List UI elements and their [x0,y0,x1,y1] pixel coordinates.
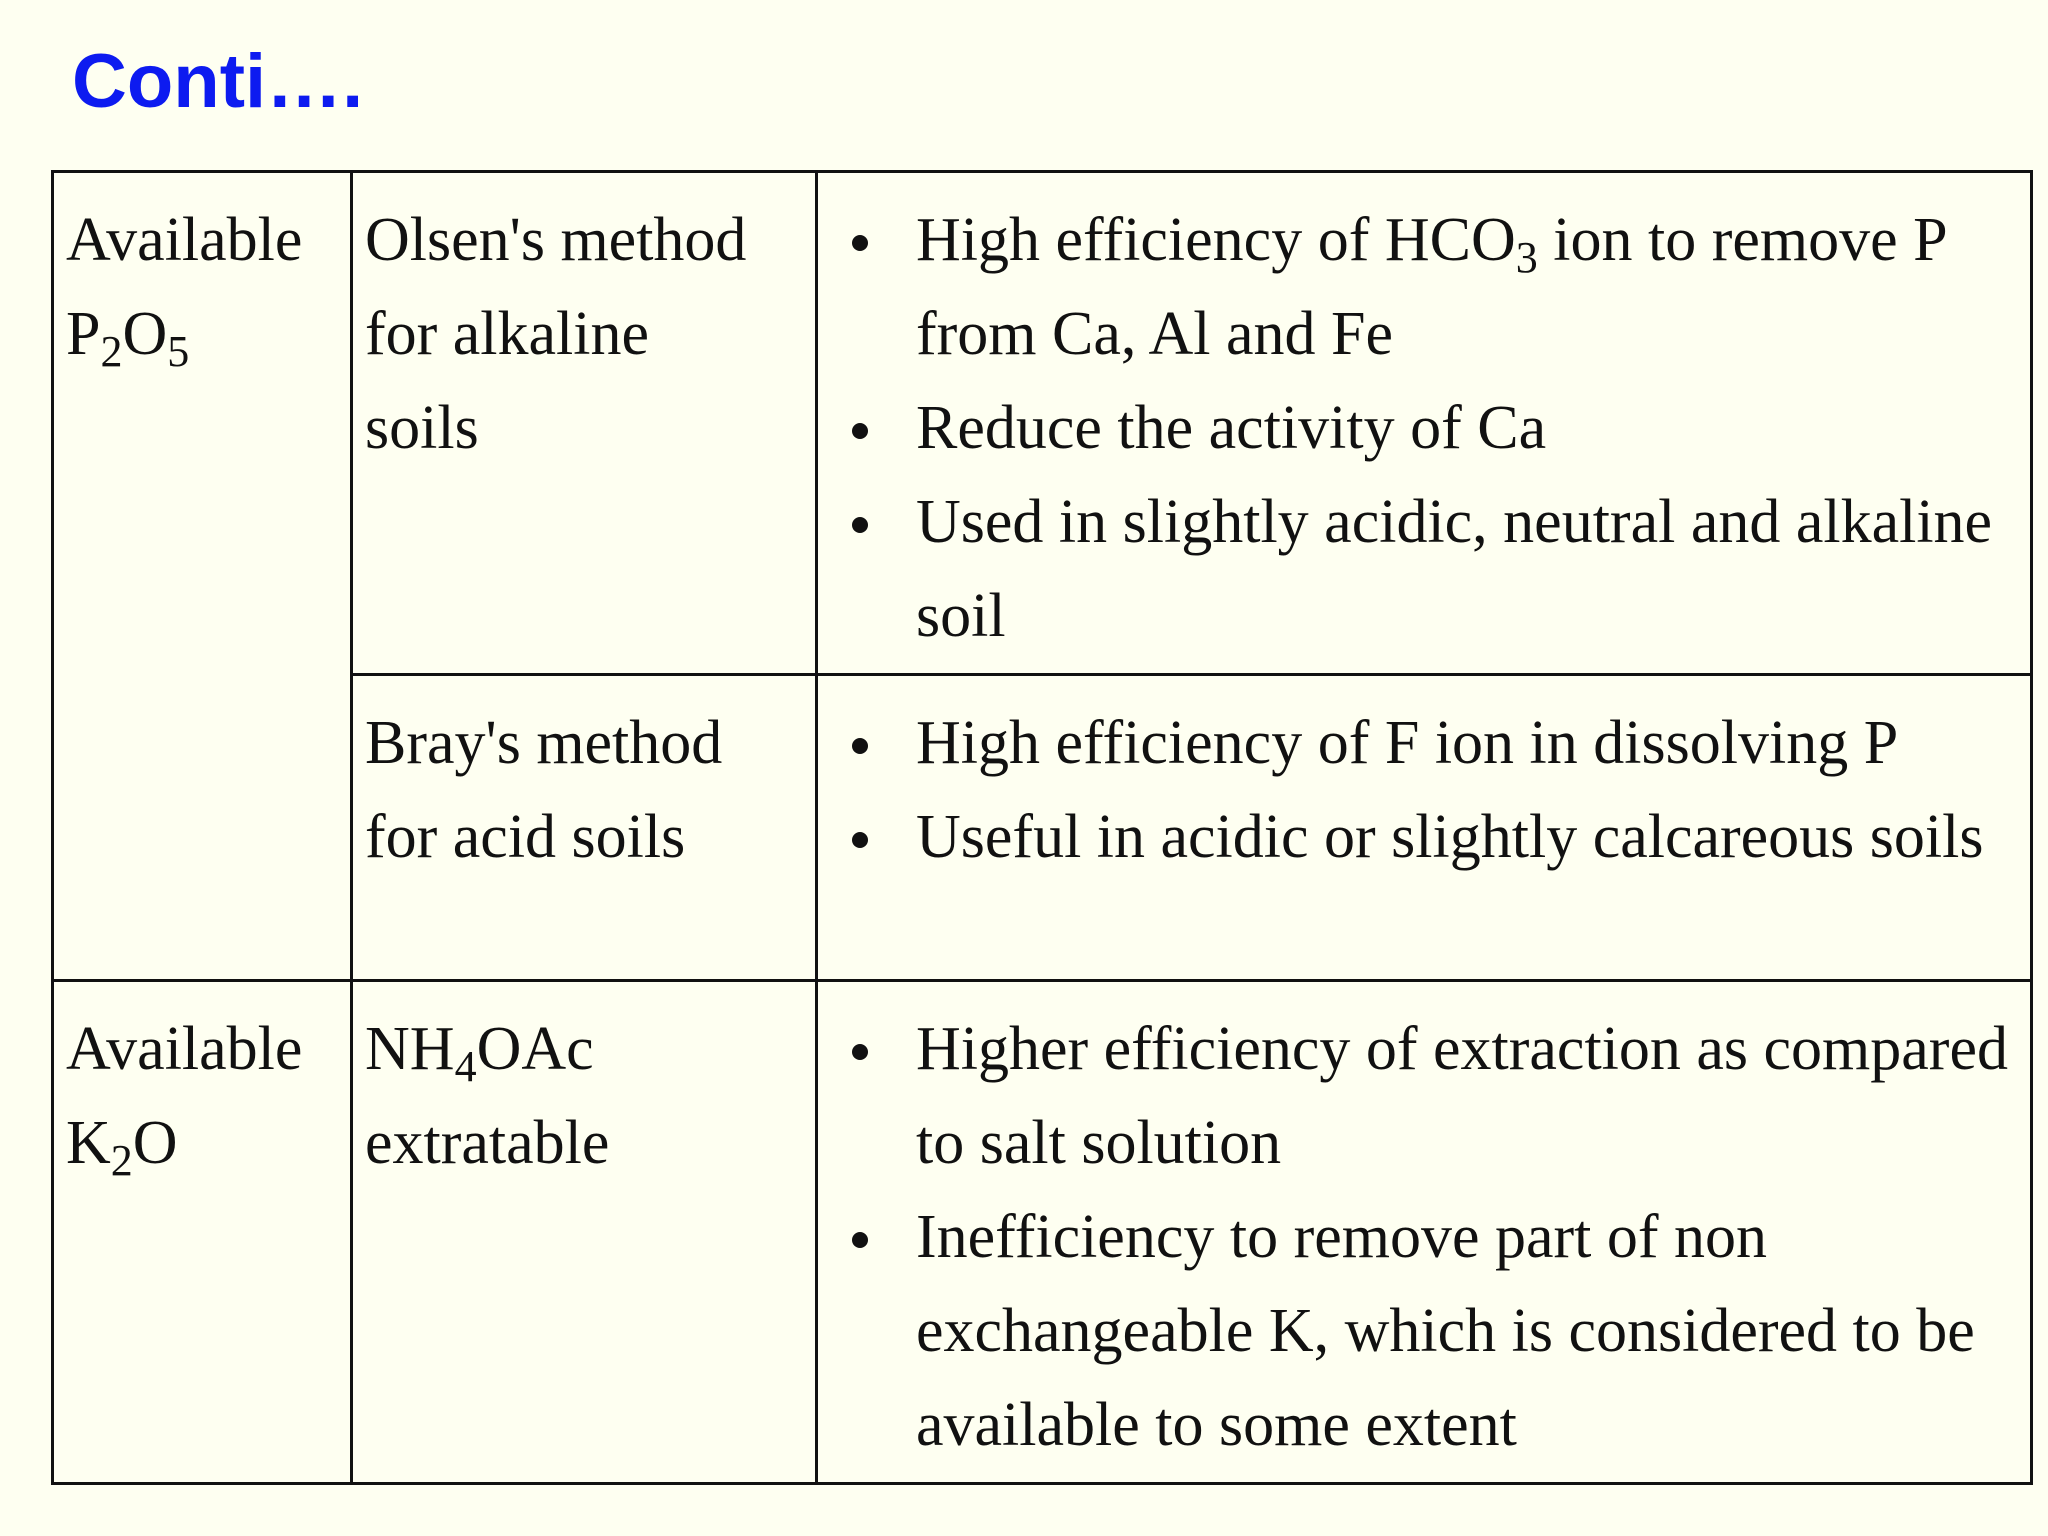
feature-list [828,696,2014,884]
nutrient-label: Available [66,206,303,274]
method-line: extratable [365,1109,610,1177]
feature-text: Higher efficiency of extraction as compared to salt solution [916,1015,2008,1177]
method-cell [352,172,817,675]
subscript: 5 [167,327,190,376]
table-row [53,172,2032,675]
method-line: soils [365,394,479,462]
feature-item [828,1002,2014,1190]
slide-title: Conti…. [72,39,364,124]
subscript: 2 [110,1136,133,1185]
method-cell [352,675,817,981]
nutrient-cell [53,981,352,1484]
feature-text: Used in slightly acidic, neutral and alkaline soil [916,488,1993,650]
method-cell [352,981,817,1484]
features-cell [817,675,2032,981]
feature-item [828,381,2014,475]
nutrient-formula: $P_2O_5$ [66,300,190,376]
table-row [53,981,2032,1484]
method-line: Bray's method [365,709,723,777]
bullet-icon [840,696,880,790]
features-cell [817,981,2032,1484]
bullet-icon [840,475,880,569]
bullet-icon [840,1002,880,1096]
nutrient-formula: $K_2O$ [66,1109,178,1185]
feature-text: Reduce the activity of Ca [916,394,1547,462]
feature-item [828,1190,2014,1472]
feature-text: Useful in acidic or slightly calcareous soils [916,803,1984,871]
method-line: for acid soils [365,803,686,871]
feature-text: High efficiency of $HCO_3$ ion to remove P from Ca, Al and Fe [916,206,1946,368]
nutrient-label: Available [66,1015,303,1083]
feature-text: High efficiency of F ion in dissolving P [916,709,1899,777]
features-cell [817,172,2032,675]
soil-test-methods-table [51,170,2033,1485]
bullet-icon [840,790,880,884]
subscript: 3 [1515,233,1538,282]
nutrient-cell [53,172,352,981]
subscript: 4 [454,1042,477,1091]
bullet-icon [840,193,880,287]
feature-item [828,475,2014,663]
bullet-icon [840,381,880,475]
feature-list [828,193,2014,663]
bullet-icon [840,1190,880,1284]
method-line: for alkaline [365,300,650,368]
subscript: 2 [100,327,123,376]
feature-text: Inefficiency to remove part of non exchangeable K, which is considered to be available to some extent [916,1203,1975,1459]
feature-list [828,1002,2014,1472]
feature-item [828,790,2014,884]
method-line: Olsen's method [365,206,747,274]
method-formula-line: $NH_4OAc$ [365,1015,594,1091]
feature-item [828,193,2014,381]
feature-item [828,696,2014,790]
